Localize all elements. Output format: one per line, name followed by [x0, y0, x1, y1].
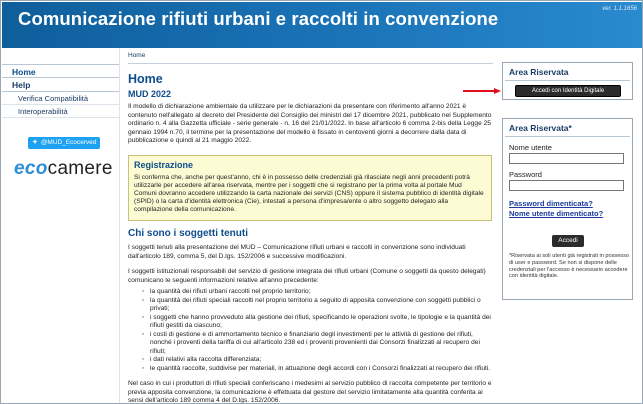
password-label: Password [509, 170, 542, 179]
login-button[interactable]: Accedi [552, 235, 584, 247]
section-title-soggetti: Chi sono i soggetti tenuti [128, 228, 248, 239]
twitter-bird-icon: ✦ [32, 139, 38, 146]
logo-camere-part: camere [47, 158, 113, 179]
username-label: Nome utente [509, 143, 552, 152]
nav-help-link[interactable]: Help [2, 78, 119, 92]
arrow-shaft [463, 90, 495, 92]
login-note: *Riservata ai soli utenti già registrati in possesso di user e password. Se non si dispone delle credenziali per l'accesso è necessario accedere con identità digitale. [509, 253, 630, 280]
mud-subtitle: MUD 2022 [128, 89, 172, 99]
breadcrumb-home[interactable]: Home [128, 52, 146, 59]
twitter-handle: @MUD_Ecocerved [40, 139, 97, 146]
intro-paragraph: Il modello di dichiarazione ambientale da utilizzare per le dichiarazioni da presentare con riferimento all'anno 2021 è contenuto nell'allegato al decreto del Presidente del Consiglio dei ministri del 17 dicembre 2021, pubblicato nel Supplemento ordinario n. 4 alla Gazzetta ufficiale - serie generale - n. 16 del 21/01/2022. In base all'articolo 6 comma 2-bis della Legge 25 gennaio 1994 n.70, il termine per la presentazione del modello è fissato in centoventi giorni a decorrere dalla data di pubblicazione e quindi al 21 maggio 2022. [128, 103, 492, 144]
nav-home-link[interactable]: Home [2, 64, 119, 78]
right-sidebar [497, 48, 643, 404]
page-header [2, 2, 643, 48]
breadcrumb-divider [128, 63, 493, 64]
produttori-paragraph: Nel caso in cui i produttori di rifiuti speciali conferiscano i medesimi al servizio pubblico di raccolta competente per territorio e previa apposita convenzione, la comunicazione è effettuata dal gestore del servizio limitatamente alla quantità conferita ai sensi dell'articolo 189 comma 4 del D.lgs. 152/2006. [128, 380, 492, 404]
logo-eco-part: eco [14, 158, 48, 179]
left-sidebar [2, 48, 120, 404]
area-riservata-spid-box [502, 62, 633, 100]
spid-login-button[interactable]: Accedi con Identità Digitale [515, 85, 621, 97]
registration-text: Si conferma che, anche per quest'anno, chi è in possesso delle credenziali già rilasciate negli anni precedenti potrà utilizzarle per accedere all'area riservata, mentre per i soggetti che si registrano per la prima volta al portale Mud Comuni dovranno accedere utilizzando la carta nazionale dei servizi (CNS) oppure il sistema pubblico di identità digitale (SPID) o la carta d'identità elettronica (Cie), intestati a persona d'impresa/ente o altro soggetto delegato alla compilazione della comunicazione. [134, 174, 484, 213]
registration-title: Registrazione [134, 160, 194, 170]
area-riservata-login-box [502, 118, 633, 300]
version-label: ver. 1.1.1656 [602, 6, 637, 12]
registration-notice [128, 155, 492, 221]
twitter-follow-button[interactable] [28, 137, 100, 149]
info-list [142, 288, 493, 373]
nav-verifica-compatibilita[interactable]: Verifica Compatibilità [2, 92, 119, 105]
list-item: ◦ i soggetti che hanno provveduto alla gestione dei rifiuti, specificando le operazioni svolte, le tipologie e la quantità dei rifiuti gestiti da ciascuno; [142, 314, 493, 331]
password-input[interactable] [509, 180, 624, 191]
list-item: ◦ i costi di gestione e di ammortamento tecnico e finanziario degli investimenti per le attività di gestione dei rifiuti, nonché i proventi della tariffa di cui all'articolo 238 ed i proventi provenienti dai Consorzi finalizzati al recupero dei rifiuti; [142, 331, 493, 357]
list-item: ◦ le quantità raccolte, suddivise per materiali, in attuazione degli accordi con i Consorzi finalizzati al recupero dei rifiuti. [142, 365, 493, 374]
site-title: Comunicazione rifiuti urbani e raccolti in convenzione [18, 8, 499, 29]
username-input[interactable] [509, 153, 624, 164]
list-item: ◦ la quantità dei rifiuti speciali raccolti nel proprio territorio a seguito di apposita convenzione con soggetti pubblici o privati; [142, 297, 493, 314]
istituzionali-paragraph: I soggetti istituzionali responsabili del servizio di gestione integrata dei rifiuti urbani (Comune o soggetti da questo delegati) comunicano le seguenti informazioni relative all'anno precedente: [128, 268, 486, 284]
forgot-username-link[interactable]: Nome utente dimenticato? [509, 209, 604, 218]
main-content [128, 48, 493, 404]
nav-interoperabilita[interactable]: Interoperabilità [2, 105, 119, 118]
list-item: ◦ i dati relativi alla raccolta differenziata; [142, 356, 493, 365]
ecocamere-logo[interactable] [14, 158, 113, 180]
forgot-password-link[interactable]: Password dimenticata? [509, 199, 593, 208]
area-riservata-title: Area Riservata [505, 63, 630, 81]
area-riservata-login-title: Area Riservata* [505, 119, 630, 137]
list-item: ◦ la quantità dei rifiuti urbani raccolti nel proprio territorio; [142, 288, 493, 297]
page-title: Home [128, 72, 163, 86]
red-arrow-annotation [463, 88, 501, 94]
soggetti-paragraph: I soggetti tenuti alla presentazione del MUD – Comunicazione rifiuti urbani e raccolti in convenzione sono individuati dall'articolo 189, comma 5, del D.lgs. 152/2006 e successive modificazioni. [128, 244, 466, 260]
